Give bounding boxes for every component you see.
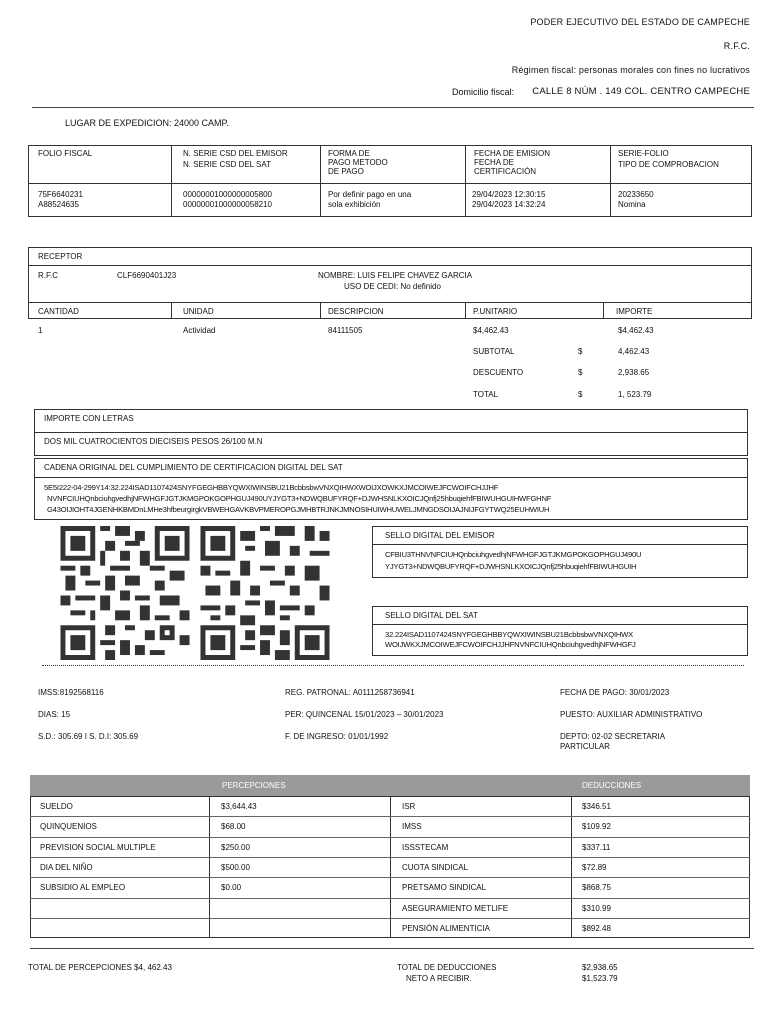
folio-fiscal-header: FOLIO FISCAL [38, 149, 93, 158]
neto-recibir-value: $1,523.79 [582, 974, 618, 983]
total-deducciones-label: TOTAL DE DEDUCCIONES [397, 963, 497, 972]
deduccion-value: $310.99 [582, 903, 611, 913]
percepcion-value: $3,644.43 [221, 802, 257, 811]
dotted-separator [42, 665, 744, 666]
unitario-header: P.UNITARIO [473, 307, 518, 316]
cadena-original-line-2: NVNFCIUHQnbciuhgvedhjNFWHGFJGTJKMGPOKGOPHGUJ490UYJYGT3+NDWQBUFYRQF+DJWHSNLKXOICJQnfj25hbuqiehfFBIWUHGUIHWFGHNF [47, 494, 552, 503]
neto-recibir-label: NETO A RECIBIR. [406, 974, 472, 983]
dias-pagados: DIAS: 15 [38, 710, 71, 719]
forma-pago-value-2: sola exhibición [328, 200, 381, 209]
receptor-title: RECEPTOR [38, 252, 83, 261]
fecha-cert-header-1: FECHA DE [474, 158, 515, 167]
percepcion-value: $68.00 [221, 822, 246, 832]
total-percepciones: TOTAL DE PERCEPCIONES $4, 462.43 [28, 963, 172, 972]
tipo-comprobacion-value: Nomina [618, 200, 646, 209]
subtotal-sign: $ [578, 347, 583, 356]
entity-name: PODER EJECUTIVO DEL ESTADO DE CAMPECHE [530, 17, 750, 27]
csd-sat-value: 00000001000000058210 [183, 200, 272, 209]
deduccion-label: ISSSTECAM [402, 842, 449, 852]
deduccion-label: PENSIÓN ALIMENTICIA [402, 923, 491, 933]
deduccion-label: IMSS [402, 822, 422, 832]
deduccion-value: $346.51 [582, 802, 611, 811]
deduccion-value: $337.11 [582, 842, 611, 852]
descuento-value: 2,938.65 [618, 368, 650, 377]
domicilio-value: CALLE 8 NÚM . 149 COL. CENTRO CAMPECHE [532, 86, 750, 97]
serie-folio-value: 20233650 [618, 190, 654, 199]
unidad-header: UNIDAD [183, 307, 214, 316]
forma-pago-header-3: DE PAGO [328, 167, 364, 176]
descuento-label: DESCUENTO [473, 368, 524, 377]
forma-pago-header-1: FORMA DE [328, 149, 370, 158]
deduccion-label: CUOTA SINDICAL [402, 862, 469, 872]
cadena-original-title: CADENA ORIGINAL DEL CUMPLIMIENTO DE CERTIFICACION DIGITAL DEL SAT [44, 463, 343, 472]
importe-letras-value: DOS MIL CUATROCIENTOS DIECISEIS PESOS 26/100 M.N [44, 437, 263, 446]
item-unitario: $4,462.43 [473, 326, 509, 335]
periodo-pago: PER: QUINCENAL 15/01/2023 – 30/01/2023 [285, 710, 444, 719]
puesto: PUESTO: AUXILIAR ADMINISTRATIVO [560, 710, 703, 719]
forma-pago-header-2: PAGO METODO [328, 158, 388, 167]
csd-sat-header: N. SERIE CSD DEL SAT [183, 160, 272, 169]
lugar-expedicion: LUGAR DE EXPEDICION: 24000 CAMP. [65, 118, 229, 128]
percepcion-value: $250.00 [221, 842, 250, 852]
item-importe: $4,462.43 [618, 326, 654, 335]
folio-fiscal-1: 75F6640231 [38, 190, 83, 199]
csd-emisor-header: N. SERIE CSD DEL EMISOR [183, 149, 288, 158]
sello-sat-line-1: 32.224ISAD1107424SNYFGEGHBBYQWXIWINSBU21BcbbsbwVNXQIHWX [385, 630, 633, 639]
item-cantidad: 1 [38, 326, 43, 335]
registro-patronal: REG. PATRONAL: A0111258736941 [285, 688, 415, 697]
regimen-fiscal: Régimen fiscal: personas morales con fines no lucrativos [511, 65, 750, 75]
fecha-emision-header: FECHA DE EMISION [474, 149, 551, 158]
subtotal-label: SUBTOTAL [473, 347, 515, 356]
deducciones-header: DEDUCCIONES [582, 781, 642, 790]
receptor-nombre: NOMBRE: LUIS FELIPE CHAVEZ GARCIA [318, 271, 473, 280]
percepcion-value: $0.00 [221, 883, 242, 893]
sello-sat-title: SELLO DIGITAL DEL SAT [385, 611, 478, 620]
fecha-cert-value: 29/04/2023 14:32:24 [472, 200, 546, 209]
total-deducciones-value: $2,938.65 [582, 963, 618, 972]
fecha-pago: FECHA DE PAGO: 30/01/2023 [560, 688, 670, 697]
total-sign: $ [578, 390, 583, 399]
sello-sat-line-2: WOIJWKXJMCOIWEJFCWOIFCHJJHFNVNFCIUHQnbciuhgvedhjNFWHGFJ [385, 640, 636, 649]
departamento-1: DEPTO: 02-02 SECRETARIA [560, 732, 666, 741]
percepcion-label: DIA DEL NIÑO [40, 862, 93, 872]
sello-emisor-line-1: CFBIU3THNVNFCIUHQnbciuhgvedhjNFWHGFJGTJKMGPOKGOPHGUJ490U [385, 550, 642, 559]
folio-fiscal-2: A88524635 [38, 200, 79, 209]
tipo-comprobacion-header: TIPO DE COMPROBACION [618, 160, 719, 169]
deduccion-value: $892.48 [582, 923, 611, 933]
receptor-rfc-value: CLF6690401J23 [117, 271, 177, 280]
fecha-cert-header-2: CERTIFICACIÓN [474, 167, 537, 176]
percepcion-value: $500.00 [221, 862, 250, 872]
descripcion-header: DESCRIPCION [328, 307, 384, 316]
serie-folio-header: SERIE-FOLIO [618, 149, 669, 158]
receptor-uso-cfdi: USO DE CEDI: No definido [344, 282, 441, 291]
deduccion-value: $109.92 [582, 822, 611, 832]
cadena-original-line-3: G43OIJIOHT4JGENHKBMDnLMHe3hfbeurgirgkVBWEHGAVKBVPMEROPGJMHBTRJNKJMNOSIHUIWHUWELJMNGDSOIJAJNIJFGYTWQ25EUHWIUH [47, 505, 550, 514]
importe-header: IMPORTE [616, 307, 653, 316]
salario-diario: S.D.: 305.69 I S. D.I: 305.69 [38, 732, 139, 741]
qr-code-sat [200, 526, 330, 660]
percepciones-header: PERCEPCIONES [222, 781, 286, 790]
sello-emisor-title: SELLO DIGITAL DEL EMISOR [385, 531, 495, 540]
forma-pago-value-1: Por definir pago en una [328, 190, 412, 199]
payroll-header-bar [30, 775, 750, 796]
percepcion-label: QUINQUENIOS [40, 822, 97, 832]
domicilio-label: Domicilio fiscal: [452, 87, 515, 97]
percepcion-label: PREVISION SOCIAL MULTIPLE [40, 842, 156, 852]
deduccion-value: $868.75 [582, 883, 611, 893]
deduccion-label: ISR [402, 802, 416, 811]
rfc-label: R.F.C. [723, 41, 750, 51]
total-value: 1, 523.79 [618, 390, 652, 399]
subtotal-value: 4,462.43 [618, 347, 650, 356]
imss-number: IMSS:8192568116 [38, 688, 104, 697]
deduccion-value: $72.89 [582, 862, 607, 872]
cantidad-header: CANTIDAD [38, 307, 79, 316]
item-descripcion: 84111505 [328, 326, 363, 335]
percepcion-label: SUBSIDIO AL EMPLEO [40, 883, 126, 893]
receptor-rfc-label: R.F.C [38, 271, 58, 280]
cadena-original-line-1: 5E5I222-04-299Y14:32.224ISAD1107424SNYFGEGHBBYQWXIWINSBU21BcbbsbwVNXQIHWXWOIJXOWKXJMCOIWEJFCWOIFCHJJHF [44, 483, 499, 492]
percepcion-label: SUELDO [40, 802, 73, 811]
total-label: TOTAL [473, 390, 499, 399]
item-unidad: Actividad [183, 326, 216, 335]
qr-code-emisor [60, 526, 190, 660]
importe-letras-title: IMPORTE CON LETRAS [44, 414, 134, 423]
csd-emisor-value: 00000001000000005800 [183, 190, 272, 199]
deduccion-label: ASEGURAMIENTO METLIFE [402, 903, 509, 913]
fecha-ingreso: F. DE INGRESO: 01/01/1992 [285, 732, 389, 741]
descuento-sign: $ [578, 368, 583, 377]
deduccion-label: PRETSAMO SINDICAL [402, 883, 487, 893]
sello-emisor-line-2: YJYGT3+NDWQBUFYRQF+DJWHSNLKXOICJQnfj25hbuqiehfFBIWUHGUIH [385, 562, 637, 571]
fecha-emision-value: 29/04/2023 12:30:15 [472, 190, 546, 199]
departamento-2: PARTICULAR [560, 742, 610, 751]
